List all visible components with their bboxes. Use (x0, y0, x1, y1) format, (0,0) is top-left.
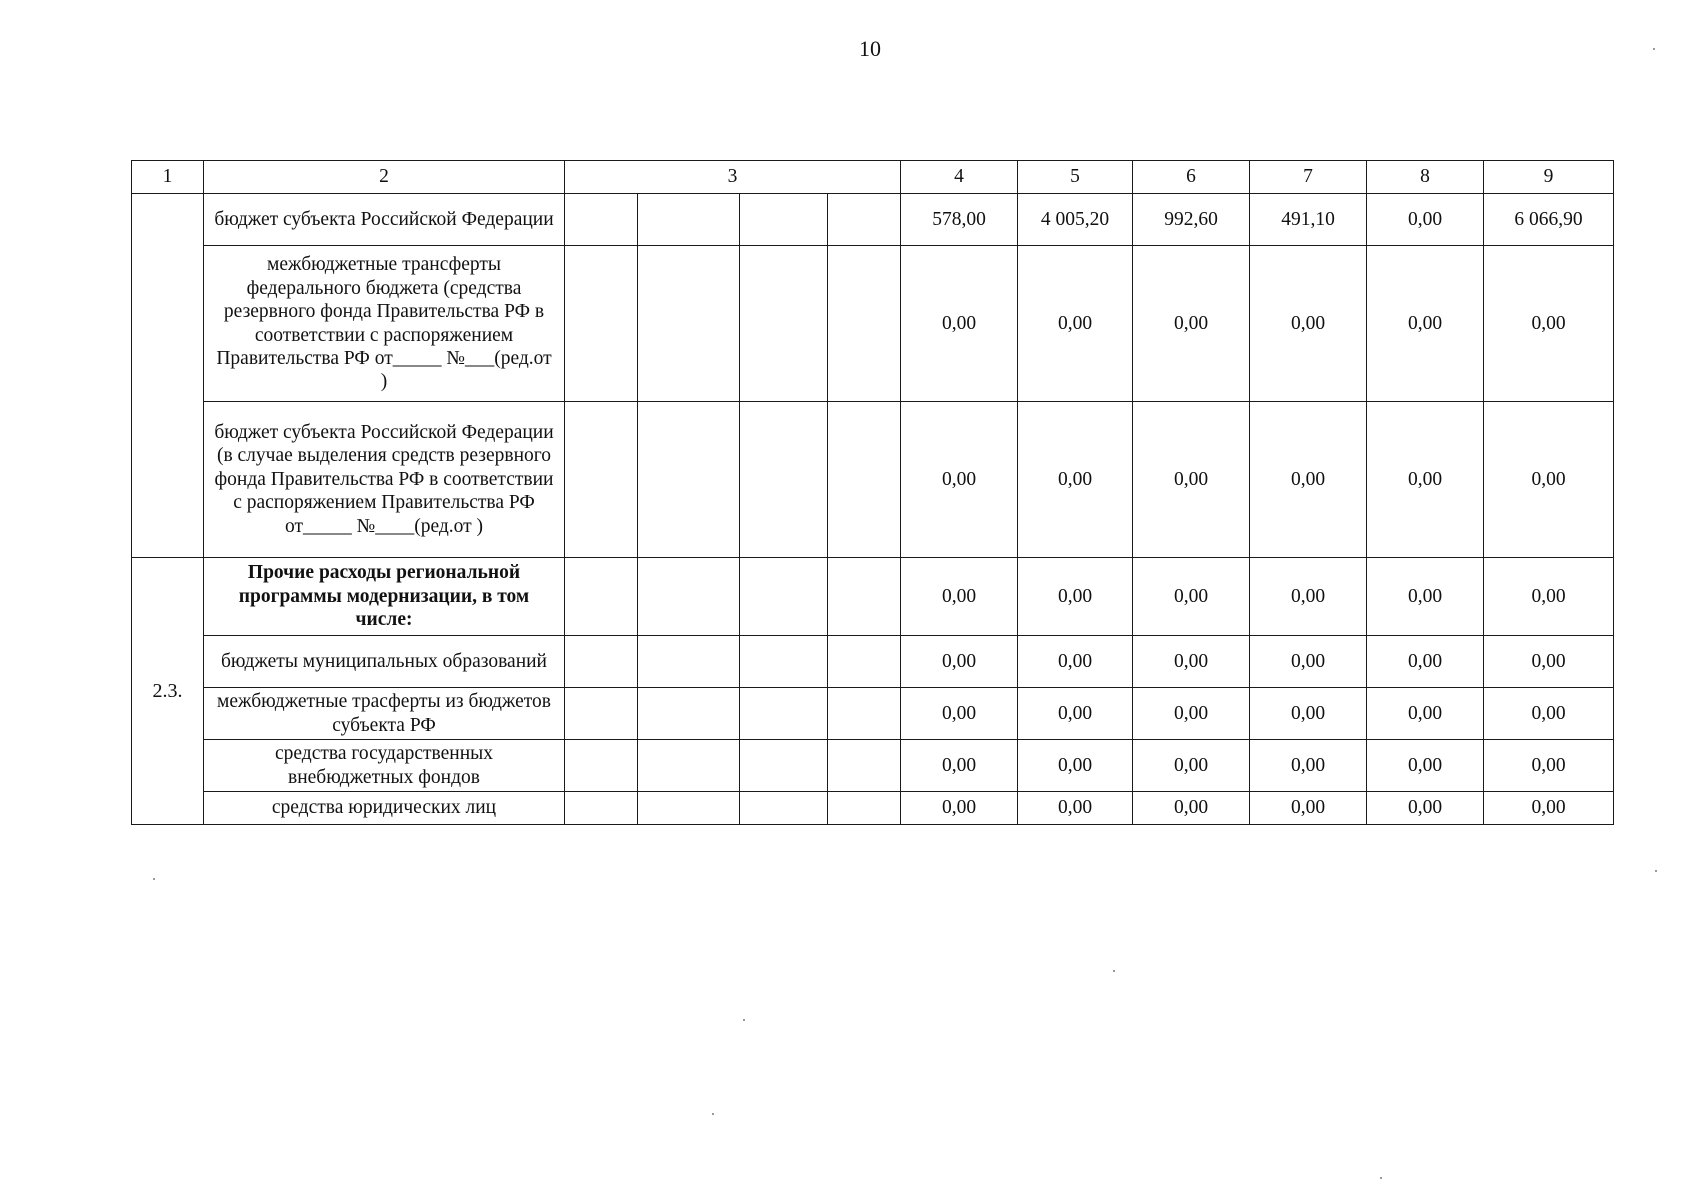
column-number-8: 8 (1367, 161, 1484, 194)
column-number-7: 7 (1250, 161, 1367, 194)
scan-speck (1655, 870, 1657, 872)
empty-cell (740, 740, 828, 792)
table-row (132, 740, 1614, 792)
empty-cell (565, 688, 638, 740)
value-cell: 0,00 (1133, 558, 1250, 636)
value-cell: 0,00 (901, 246, 1018, 402)
value-cell: 0,00 (1367, 558, 1484, 636)
value-cell: 0,00 (1133, 636, 1250, 688)
empty-cell (740, 246, 828, 402)
empty-cell (828, 402, 901, 558)
value-cell: 578,00 (901, 194, 1018, 246)
value-cell: 0,00 (1484, 688, 1614, 740)
scan-speck (153, 878, 155, 880)
value-cell: 4 005,20 (1018, 194, 1133, 246)
row-label: межбюджетные трансферты федерального бюджета (средства резервного фонда Правительства РФ в соответствии с распоряжением Правительства РФ от_____ №___(ред.от ) (204, 246, 565, 402)
page-number: 10 (859, 36, 881, 61)
empty-cell (565, 558, 638, 636)
empty-cell (565, 740, 638, 792)
value-cell: 992,60 (1133, 194, 1250, 246)
empty-cell (828, 246, 901, 402)
empty-cell (828, 636, 901, 688)
empty-cell (740, 402, 828, 558)
value-cell: 0,00 (901, 688, 1018, 740)
empty-cell (828, 792, 901, 825)
value-cell: 0,00 (1133, 792, 1250, 825)
scan-speck (1653, 48, 1655, 50)
table-row (132, 558, 1614, 636)
empty-cell (565, 792, 638, 825)
table-row (132, 402, 1614, 558)
empty-cell (740, 636, 828, 688)
value-cell: 0,00 (1250, 558, 1367, 636)
value-cell: 0,00 (901, 558, 1018, 636)
table-row (132, 636, 1614, 688)
value-cell: 0,00 (1367, 792, 1484, 825)
value-cell: 0,00 (1018, 636, 1133, 688)
value-cell: 0,00 (1367, 194, 1484, 246)
row-label: Прочие расходы региональной программы модернизации, в том числе: (204, 558, 565, 636)
empty-cell (638, 194, 740, 246)
budget-table (131, 160, 1614, 825)
empty-cell (828, 558, 901, 636)
value-cell: 0,00 (1018, 740, 1133, 792)
empty-cell (828, 740, 901, 792)
empty-cell (828, 688, 901, 740)
scan-speck (743, 1019, 745, 1021)
value-cell: 0,00 (1250, 792, 1367, 825)
value-cell: 0,00 (1484, 636, 1614, 688)
value-cell: 0,00 (1250, 740, 1367, 792)
column-number-1: 1 (132, 161, 204, 194)
value-cell: 0,00 (1018, 558, 1133, 636)
column-number-4: 4 (901, 161, 1018, 194)
row-label: средства государственных внебюджетных фондов (204, 740, 565, 792)
column-number-5: 5 (1018, 161, 1133, 194)
row-label: бюджеты муниципальных образований (204, 636, 565, 688)
value-cell: 0,00 (1250, 688, 1367, 740)
value-cell: 0,00 (1484, 402, 1614, 558)
empty-cell (740, 792, 828, 825)
value-cell: 491,10 (1250, 194, 1367, 246)
value-cell: 0,00 (901, 636, 1018, 688)
scan-speck (712, 1113, 714, 1115)
column-number-6: 6 (1133, 161, 1250, 194)
value-cell: 0,00 (1133, 402, 1250, 558)
empty-cell (638, 792, 740, 825)
empty-cell (638, 740, 740, 792)
row-label: средства юридических лиц (204, 792, 565, 825)
column-number-2: 2 (204, 161, 565, 194)
scan-speck (1380, 1177, 1382, 1179)
value-cell: 6 066,90 (1484, 194, 1614, 246)
value-cell: 0,00 (1484, 792, 1614, 825)
row-group-code (132, 194, 204, 558)
empty-cell (638, 636, 740, 688)
value-cell: 0,00 (1367, 688, 1484, 740)
row-label: бюджет субъекта Российской Федерации (204, 194, 565, 246)
empty-cell (638, 246, 740, 402)
value-cell: 0,00 (1133, 246, 1250, 402)
table-row (132, 194, 1614, 246)
value-cell: 0,00 (1250, 246, 1367, 402)
value-cell: 0,00 (1133, 740, 1250, 792)
value-cell: 0,00 (1018, 792, 1133, 825)
value-cell: 0,00 (1018, 688, 1133, 740)
value-cell: 0,00 (1018, 246, 1133, 402)
empty-cell (565, 246, 638, 402)
empty-cell (565, 194, 638, 246)
row-label: бюджет субъекта Российской Федерации (в случае выделения средств резервного фонда Правительства РФ в соответствии с распоряжением Правительства РФ от_____ №____(ред.от ) (204, 402, 565, 558)
table-row (132, 792, 1614, 825)
value-cell: 0,00 (901, 792, 1018, 825)
column-number-row (132, 161, 1614, 194)
empty-cell (565, 636, 638, 688)
scan-speck (1113, 970, 1115, 972)
value-cell: 0,00 (1133, 688, 1250, 740)
empty-cell (828, 194, 901, 246)
value-cell: 0,00 (901, 740, 1018, 792)
value-cell: 0,00 (1367, 636, 1484, 688)
table-row (132, 688, 1614, 740)
value-cell: 0,00 (1018, 402, 1133, 558)
empty-cell (638, 688, 740, 740)
value-cell: 0,00 (1484, 558, 1614, 636)
value-cell: 0,00 (1484, 740, 1614, 792)
table-row (132, 246, 1614, 402)
empty-cell (638, 402, 740, 558)
value-cell: 0,00 (1367, 740, 1484, 792)
column-number-3: 3 (565, 161, 901, 194)
value-cell: 0,00 (1250, 402, 1367, 558)
row-label: межбюджетные трасферты из бюджетов субъекта РФ (204, 688, 565, 740)
value-cell: 0,00 (1367, 402, 1484, 558)
empty-cell (740, 194, 828, 246)
column-number-9: 9 (1484, 161, 1614, 194)
row-group-code: 2.3. (132, 558, 204, 825)
value-cell: 0,00 (1367, 246, 1484, 402)
value-cell: 0,00 (1484, 246, 1614, 402)
empty-cell (638, 558, 740, 636)
value-cell: 0,00 (901, 402, 1018, 558)
value-cell: 0,00 (1250, 636, 1367, 688)
empty-cell (740, 688, 828, 740)
empty-cell (565, 402, 638, 558)
empty-cell (740, 558, 828, 636)
